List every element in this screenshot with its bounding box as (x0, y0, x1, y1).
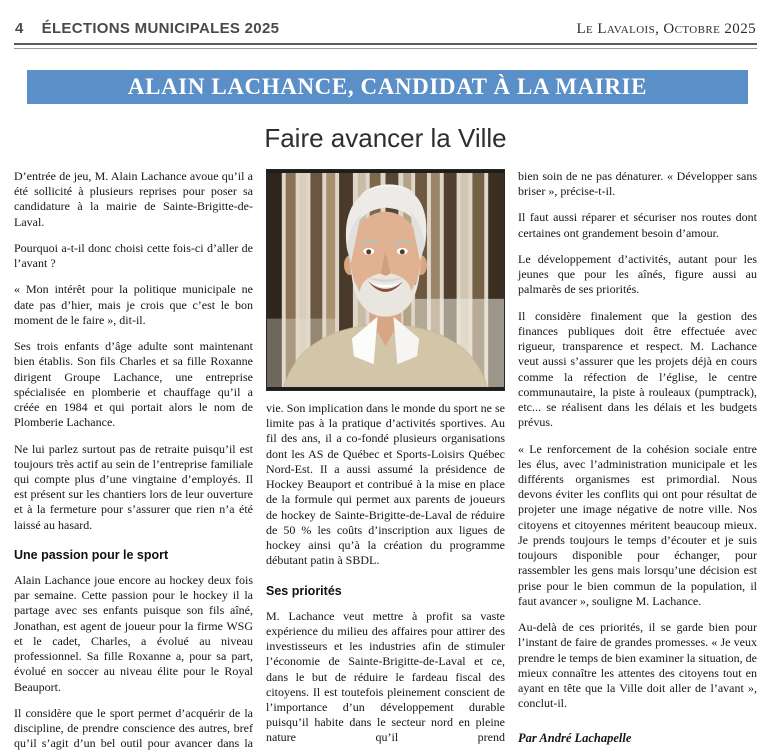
article-paragraph: bien soin de ne pas dénaturer. « Développer sans briser », précise-t-il. (518, 169, 757, 199)
article-paragraph: D’entrée de jeu, M. Alain Lachance avoue qu’il a été sollicité à plusieurs reprises pour poser sa candidature à la mairie de Sainte-Brigitte-de-Laval. (14, 169, 253, 229)
byline: Par André Lachapelle (518, 730, 632, 745)
article-paragraph: Alain Lachance joue encore au hockey deux fois par semaine. Cette passion pour le hockey il la partage avec ses enfants puisque son fils aîné, Jonathan, est agent de joueur pour la firme WSG et le cadet, Charles, a évolué au niveau professionnel. Sa fille Roxanne a, pour sa part, évolué en soccer au niveau élite pour le Royal Beauport. (14, 572, 253, 694)
column-3 (518, 169, 757, 752)
article-paragraph: « Le renforcement de la cohésion sociale entre les élus, avec l’administration municipale et les différents organismes est primordial. Nous devons éviter les conflits qui ont pour résultat de projeter une image négative de notre ville. Nos citoyens et citoyennes méritent beaucoup mieux. Je prends toujours le temps d’écouter et je suis toujours disponible pour échanger, pour rassembler les gens mais lorsqu’une décision est prise pour le bien commun de la population, il faut avancer », souligne M. Lachance. (518, 441, 757, 608)
section-subhead: Ses priorités (266, 583, 342, 598)
page-header-left (15, 20, 279, 37)
article-paragraph: Le développement d’activités, autant pour les jeunes que pour les aînés, figure aussi au palmarès de ses priorités. (518, 251, 757, 297)
column-1 (14, 169, 253, 752)
article-paragraph: Il faut aussi réparer et sécuriser nos routes dont certaines ont grandement besoin d’amour. (518, 210, 757, 240)
header-double-rule (14, 43, 757, 49)
masthead: Le Lavalois, Octobre 2025 (576, 21, 756, 37)
article-banner (27, 70, 748, 104)
article-paragraph: Il considère finalement que la gestion des finances publiques doit être effectuée avec rigueur, transparence et respect. M. Lachance veut aussi s’assurer que les projets déjà en cours comme la réfection de l’église, le centre communautaire, la piste à rouleaux (pumptrack), etc... se réalisent dans les délais et les budgets prévus. (518, 308, 757, 430)
article-paragraph: Ses trois enfants d’âge adulte sont maintenant bien établis. Son fils Charles et sa fille Roxanne dirigent Groupe Lachance, une entreprise spécialisée en plomberie et chauffage qu’il a créée en 1984 et qui portait alors le nom de Plomberie Lachance. (14, 339, 253, 430)
article-headline: Faire avancer la Ville (264, 123, 507, 153)
banner-title: ALAIN LACHANCE, CANDIDAT À LA MAIRIE (127, 74, 648, 99)
article-paragraph: Il considère que le sport permet d’acquérir de la discipline, de prendre conscience des autres, bref qu’il s’agit d’un bel outil pour avancer dans la (14, 705, 253, 751)
candidate-photo-illustration (267, 170, 504, 390)
section-subhead: Une passion pour le sport (14, 547, 169, 562)
article-columns (0, 169, 771, 752)
article-paragraph: Pourquoi a-t-il donc choisi cette fois-ci d’aller de l’avant ? (14, 240, 253, 271)
section-title: ÉLECTIONS MUNICIPALES 2025 (41, 20, 280, 37)
candidate-photo (266, 169, 505, 391)
article-paragraph: M. Lachance veut mettre à profit sa vaste expérience du milieu des affaires pour attirer des investisseurs et les industries afin de stimuler l’économie de Sainte-Brigitte-de-Laval et ce, dans le but de réduire le fardeau fiscal des citoyens. Il est toutefois pleinement conscient de l’importance d’un développement durable puisqu’il habite dans le secteur nord en pleine nature qu’il prend (266, 608, 505, 745)
column-2 (266, 169, 505, 752)
article-paragraph: vie. Son implication dans le monde du sport ne se limite pas à la pratique d’activités sportives. Au fil des ans, il a co-fondé plusieurs organisations dont les AS de Québec et Sports-Loisirs Québec Nord-Est. Il a aussi assumé la présidence de Hockey Beauport et contribué à la mise en place de la formule qui permet aux parents de joueurs de hockey de Sainte-Brigitte-de-Laval de réduire de 50 % les coûts d’inscription aux ligues de hockey ainsi qu’à la création du programme débutant patin à SBDL. (266, 401, 505, 568)
page-header (0, 0, 771, 41)
article-paragraph: Au-delà de ces priorités, il se garde bien pour l’instant de faire de grandes promesses. « Je veux prendre le temps de bien examiner la situation, de mieux connaître les attentes des citoyens tout en ayant en tête que la Ville doit aller de l’avant », conclut-il. (518, 620, 757, 711)
article-paragraph: Ne lui parlez surtout pas de retraite puisqu’il est toujours très actif au sein de l’entreprise familiale qui compte plus d’une vingtaine d’employés. Il est présent sur les chantiers lors de leur ouverture et à la fermeture pour s’assurer que rien n’a été laissé au hasard. (14, 441, 253, 532)
article-paragraph: « Mon intérêt pour la politique municipale ne date pas d’hier, mais je crois que c’est le bon moment de le faire », dit-il. (14, 282, 253, 327)
page-number: 4 (15, 20, 24, 37)
